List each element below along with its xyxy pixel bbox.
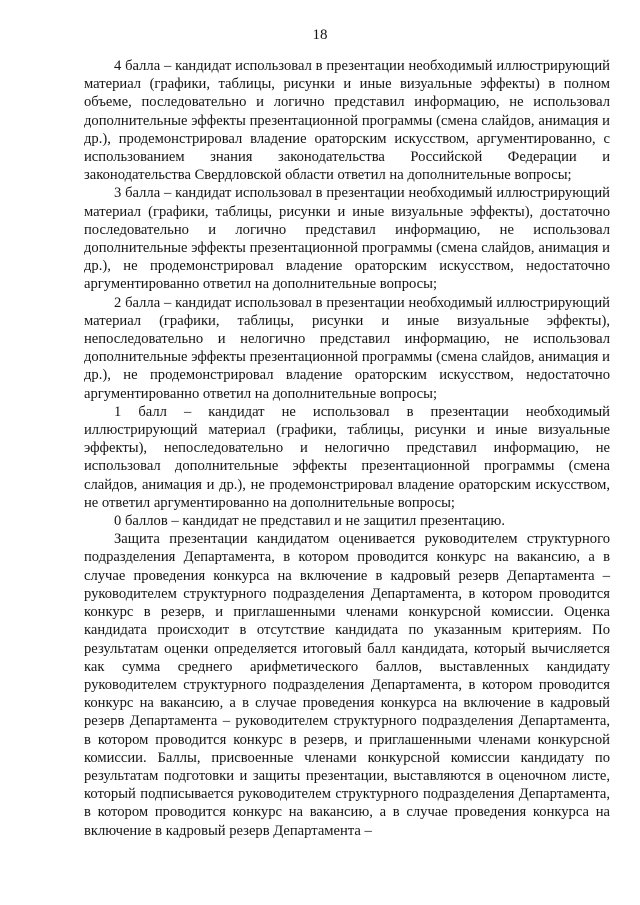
paragraph-score-4: 4 балла – кандидат использовал в презентации необходимый иллюстрирующий материал (графики, таблицы, рисунки и иные визуальные эффекты) в полном объеме, последовательно и логично представил информацию, не использовал дополнительные эффекты презентационной программы (смена слайдов, анимация и др.), продемонстрировал владение ораторским искусством, аргументированно, с использованием знания законодательства Российской Федерации и законодательства Свердловской области ответил на дополнительные вопросы;: [84, 58, 610, 184]
document-body: [84, 57, 610, 840]
paragraph-presentation-evaluation: Защита презентации кандидатом оценивается руководителем структурного подразделения Департамента, в котором проводится конкурс на вакансию, а в случае проведения конкурса на включение в кадровый резерв Департамента – руководителем структурного подразделения Департамента, в котором проводится конкурс в резерв, и приглашенными членами конкурсной комиссии. Оценка кандидата происходит в отсутствие кандидата по указанным критериям. По результатам оценки определяется итоговый балл кандидата, который вычисляется как сумма среднего арифметического баллов, выставленных кандидату руководителем структурного подразделения Департамента, в котором проводится конкурс на вакансию, а в случае проведения конкурса на включение в кадровый резерв Департамента – руководителем структурного подразделения Департамента, в котором проводится конкурс в резерв, и приглашенными членами конкурсной комиссии. Баллы, присвоенные членами конкурсной комиссии кандидату по результатам подготовки и защиты презентации, выставляются в оценочном листе, который подписывается руководителем структурного подразделения Департамента, в котором проводится конкурс на вакансию, а в случае проведения конкурса на включение в кадровый резерв Департамента –: [84, 531, 610, 839]
paragraph-score-1: 1 балл – кандидат не использовал в презентации необходимый иллюстрирующий материал (графики, таблицы, рисунки и иные визуальные эффекты), непоследовательно и нелогично представил информацию, не использовал дополнительные эффекты презентационной программы (смена слайдов, анимация и др.), не продемонстрировал владение ораторским искусством, не ответил аргументированно на дополнительные вопросы;: [84, 403, 610, 511]
page-number: 18: [312, 27, 328, 43]
paragraph-score-2: 2 балла – кандидат использовал в презентации необходимый иллюстрирующий материал (графики, таблицы, рисунки и иные визуальные эффекты), непоследовательно и нелогично представил информацию, не использовал дополнительные эффекты презентационной программы (смена слайдов, анимация и др.), не продемонстрировал владение ораторским искусством, недостаточно аргументированно ответил на дополнительные вопросы;: [84, 294, 610, 402]
paragraph-score-0: 0 баллов – кандидат не представил и не защитил презентацию.: [114, 513, 505, 530]
paragraph-score-3: 3 балла – кандидат использовал в презентации необходимый иллюстрирующий материал (графики, таблицы, рисунки и иные визуальные эффекты), достаточно последовательно и логично представил информацию, не использовал дополнительные эффекты презентационной программы (смена слайдов, анимация и др.), не продемонстрировал владение ораторским искусством, недостаточно аргументированно ответил на дополнительные вопросы;: [84, 185, 610, 293]
